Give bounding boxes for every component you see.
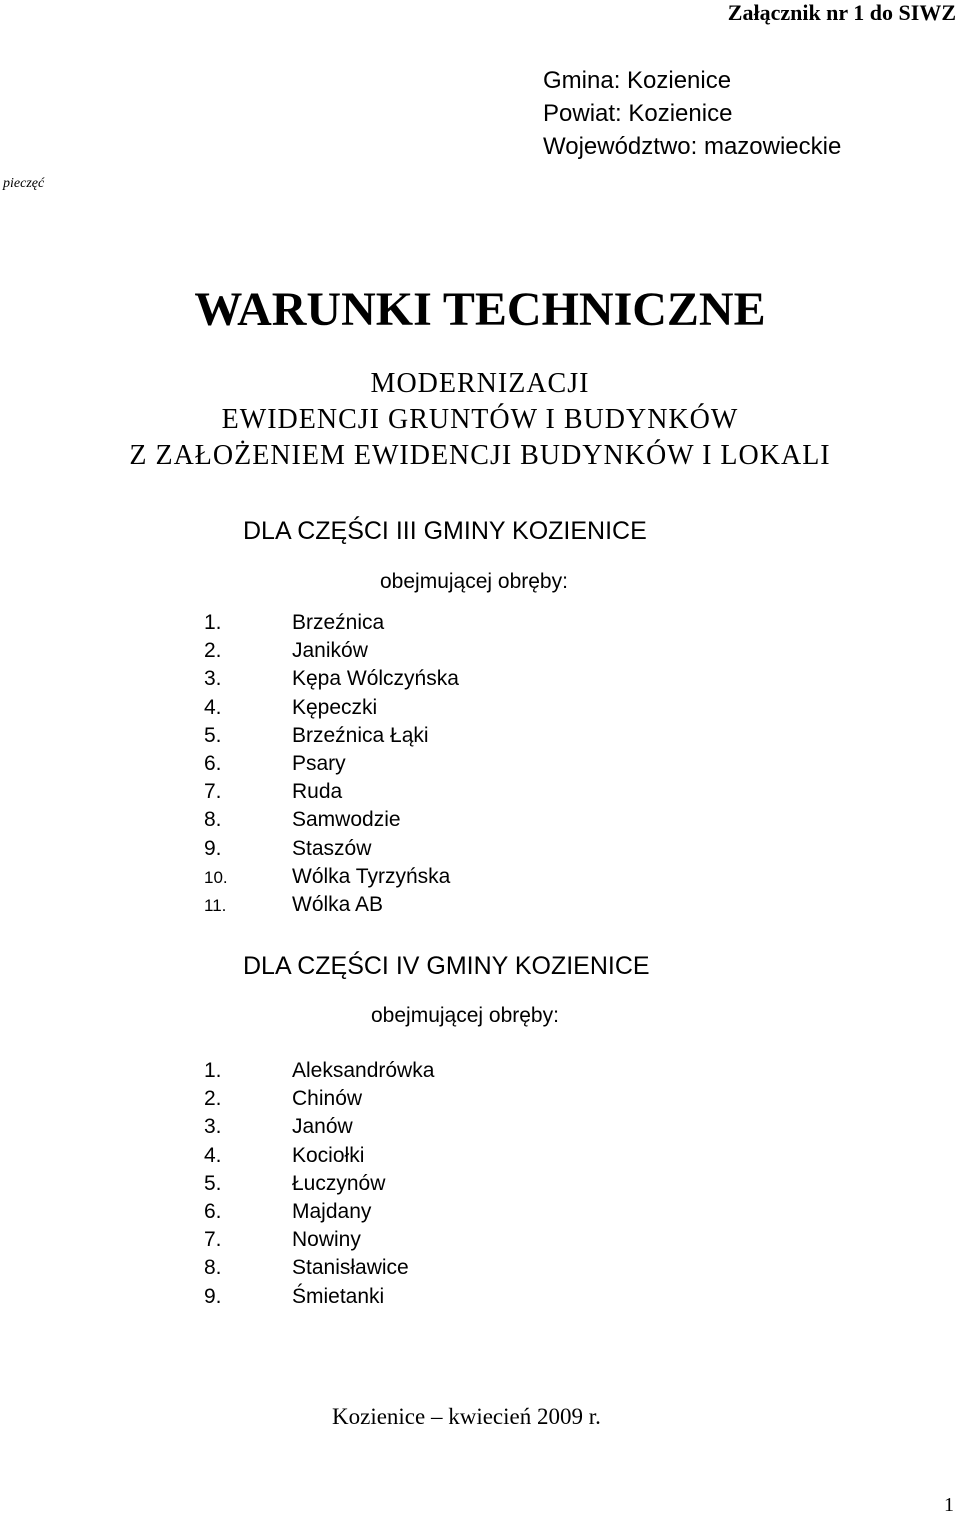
stamp-placeholder: pieczęć bbox=[3, 176, 45, 191]
part4-precinct-list bbox=[204, 1057, 434, 1311]
part3-precinct-item bbox=[204, 637, 459, 665]
precinct-name: Brzeźnica Łąki bbox=[292, 723, 429, 747]
part4-precinct-item bbox=[204, 1226, 434, 1254]
precinct-name: Wólka AB bbox=[292, 892, 384, 916]
part3-precinct-item bbox=[204, 665, 459, 693]
part3-precinct-item bbox=[204, 891, 459, 919]
precinct-name: Kępa Wólczyńska bbox=[292, 667, 459, 691]
precinct-name: Samwodzie bbox=[292, 808, 401, 832]
part4-precinct-item bbox=[204, 1170, 434, 1198]
part3-intro: obejmującej obręby: bbox=[380, 570, 568, 593]
precinct-number: 5. bbox=[204, 1171, 222, 1195]
precinct-number: 3. bbox=[204, 1115, 222, 1139]
precinct-name: Śmietanki bbox=[292, 1284, 385, 1308]
precinct-name: Chinów bbox=[292, 1087, 363, 1111]
precinct-number: 7. bbox=[204, 1228, 222, 1252]
precinct-name: Stanisławice bbox=[292, 1256, 409, 1280]
precinct-number: 9. bbox=[204, 836, 222, 860]
precinct-name: Janików bbox=[292, 639, 368, 663]
precinct-number: 11. bbox=[204, 895, 227, 915]
part4-heading: DLA CZĘŚCI IV GMINY KOZIENICE bbox=[243, 952, 650, 980]
precinct-number: 6. bbox=[204, 751, 222, 775]
part4-precinct-item bbox=[204, 1085, 434, 1113]
place-and-date: Kozienice – kwiecień 2009 r. bbox=[332, 1404, 601, 1429]
part4-precinct-item bbox=[204, 1254, 434, 1282]
precinct-number: 4. bbox=[204, 695, 222, 719]
page-number: 1 bbox=[944, 1494, 954, 1516]
precinct-number: 8. bbox=[204, 808, 222, 832]
part4-precinct-item bbox=[204, 1142, 434, 1170]
part4-precinct-item bbox=[204, 1057, 434, 1085]
precinct-name: Kociołki bbox=[292, 1143, 365, 1167]
gmina-line: Gmina: Kozienice bbox=[543, 67, 732, 94]
precinct-name: Psary bbox=[292, 751, 346, 775]
precinct-number: 2. bbox=[204, 639, 222, 663]
part3-precinct-item bbox=[204, 778, 459, 806]
precinct-name: Ruda bbox=[292, 780, 343, 804]
subtitle-line-1: MODERNIZACJI bbox=[370, 368, 590, 399]
part3-precinct-item bbox=[204, 835, 459, 863]
precinct-name: Brzeźnica bbox=[292, 611, 385, 634]
precinct-name: Janów bbox=[292, 1115, 353, 1139]
precinct-number: 8. bbox=[204, 1256, 222, 1280]
part3-precinct-list bbox=[204, 609, 459, 919]
part3-precinct-item bbox=[204, 694, 459, 722]
precinct-name: Staszów bbox=[292, 836, 372, 860]
precinct-number: 1. bbox=[204, 611, 222, 634]
precinct-number: 3. bbox=[204, 667, 222, 691]
part3-precinct-item bbox=[204, 863, 459, 891]
precinct-number: 6. bbox=[204, 1199, 222, 1223]
subtitle-line-2: EWIDENCJI GRUNTÓW I BUDYNKÓW bbox=[221, 404, 739, 435]
precinct-number: 4. bbox=[204, 1143, 222, 1167]
document-subtitle bbox=[0, 366, 960, 474]
precinct-name: Aleksandrówka bbox=[292, 1059, 435, 1082]
precinct-number: 10. bbox=[204, 867, 228, 887]
precinct-name: Majdany bbox=[292, 1199, 372, 1223]
precinct-number: 2. bbox=[204, 1087, 222, 1111]
part4-precinct-item bbox=[204, 1113, 434, 1141]
part3-precinct-item bbox=[204, 806, 459, 834]
annex-label: Załącznik nr 1 do SIWZ bbox=[727, 0, 956, 25]
part3-precinct-item bbox=[204, 609, 459, 637]
part3-precinct-item bbox=[204, 722, 459, 750]
precinct-number: 1. bbox=[204, 1059, 222, 1082]
precinct-name: Kępeczki bbox=[292, 695, 378, 719]
wojewodztwo-line: Województwo: mazowieckie bbox=[543, 133, 842, 160]
precinct-number: 5. bbox=[204, 723, 222, 747]
subtitle-line-3: Z ZAŁOŻENIEM EWIDENCJI BUDYNKÓW I LOKALI bbox=[129, 440, 831, 471]
precinct-name: Łuczynów bbox=[292, 1171, 386, 1195]
part3-precinct-item bbox=[204, 750, 459, 778]
precinct-name: Nowiny bbox=[292, 1228, 361, 1252]
part4-intro: obejmującej obręby: bbox=[371, 1004, 559, 1027]
part4-precinct-item bbox=[204, 1283, 434, 1311]
powiat-line: Powiat: Kozienice bbox=[543, 100, 733, 127]
precinct-name: Wólka Tyrzyńska bbox=[292, 864, 451, 888]
precinct-number: 7. bbox=[204, 780, 222, 804]
part3-heading: DLA CZĘŚCI III GMINY KOZIENICE bbox=[243, 517, 647, 545]
part4-precinct-item bbox=[204, 1198, 434, 1226]
administrative-info bbox=[543, 64, 841, 163]
page-title: WARUNKI TECHNICZNE bbox=[194, 283, 766, 336]
precinct-number: 9. bbox=[204, 1284, 222, 1308]
